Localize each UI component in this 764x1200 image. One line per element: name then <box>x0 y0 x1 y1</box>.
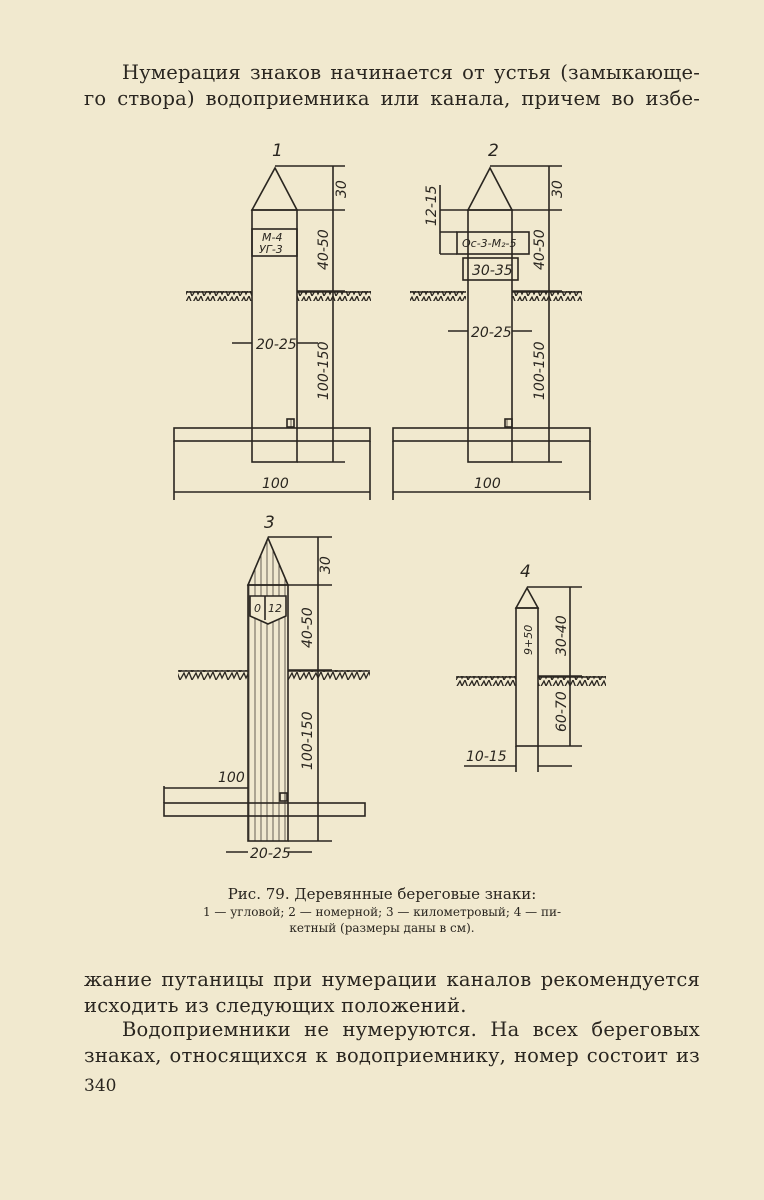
caption-line: кетный (размеры даны в см). <box>289 921 475 935</box>
sign-2-dim-width: 20-25 <box>471 325 512 341</box>
sign-4-dim-width: 10-15 <box>466 749 507 765</box>
sign-3-dim-plate: 40-50 <box>300 607 316 648</box>
text-line: Водоприемники не нумеруются. На всех береговых <box>122 1018 700 1041</box>
sign-2-plate: Ос-3-М₂-5 <box>462 237 517 250</box>
sign-4-dim-depth: 60-70 <box>554 691 570 732</box>
sign-2-dim-depth: 100-150 <box>532 341 548 400</box>
sign-3-plate-left: 0 <box>254 602 261 615</box>
caption-title: Рис. 79. Деревянные береговые знаки: <box>227 885 537 903</box>
text-line: знаках, относящихся к водоприемнику, номер состоит из <box>84 1044 700 1067</box>
sign-3-dim-depth: 100-150 <box>300 711 316 770</box>
paragraph-bottom-2 <box>84 1017 700 1069</box>
text-line: жание путаницы при нумерации каналов рекомендуется <box>84 968 700 991</box>
sign-3-drawing <box>164 513 370 862</box>
sign-4-drawing <box>456 562 606 772</box>
sign-1-dim-plate: 40-50 <box>316 229 332 270</box>
text-line: го створа) водоприемника или канала, причем во избе- <box>84 87 700 110</box>
sign-4-number: 4 <box>520 562 531 582</box>
text-line: Нумерация знаков начинается от устья (замыкающе- <box>122 61 700 84</box>
sign-1-plate-line1: М-4 <box>262 231 283 244</box>
sign-2-dim-plate-width: 30-35 <box>472 263 513 279</box>
sign-2-dim-top: 30 <box>550 180 566 198</box>
sign-2-dim-plate: 40-50 <box>532 229 548 270</box>
page-number: 340 <box>84 1076 117 1096</box>
paragraph-bottom-1 <box>84 967 700 1019</box>
sign-1-dim-top: 30 <box>334 180 350 198</box>
sign-1-plate-line2: УГ-3 <box>259 243 283 256</box>
caption-line: 1 — угловой; 2 — номерной; 3 — километровый; 4 — пи- <box>202 905 562 919</box>
sign-2-number: 2 <box>488 141 499 161</box>
sign-2-dim-base: 100 <box>474 476 501 492</box>
sign-1-dim-depth: 100-150 <box>316 341 332 400</box>
sign-3-dim-base: 100 <box>218 770 245 786</box>
sign-2-drawing <box>393 141 590 500</box>
sign-4-dim-top: 30-40 <box>554 615 570 656</box>
sign-2-dim-side: 12-15 <box>424 185 440 226</box>
text-line: исходить из следующих положений. <box>84 994 467 1017</box>
sign-3-plate-right: 12 <box>268 602 282 615</box>
sign-1-dim-width: 20-25 <box>256 337 297 353</box>
sign-3-dim-top: 30 <box>318 556 334 574</box>
sign-4-plate: 9+50 <box>522 624 535 655</box>
sign-1-dim-base: 100 <box>262 476 289 492</box>
sign-1-drawing <box>174 141 371 500</box>
sign-3-dim-width: 20-25 <box>250 846 291 862</box>
sign-1-number: 1 <box>272 141 283 161</box>
figure-caption <box>140 884 624 936</box>
sign-3-number: 3 <box>264 513 275 533</box>
